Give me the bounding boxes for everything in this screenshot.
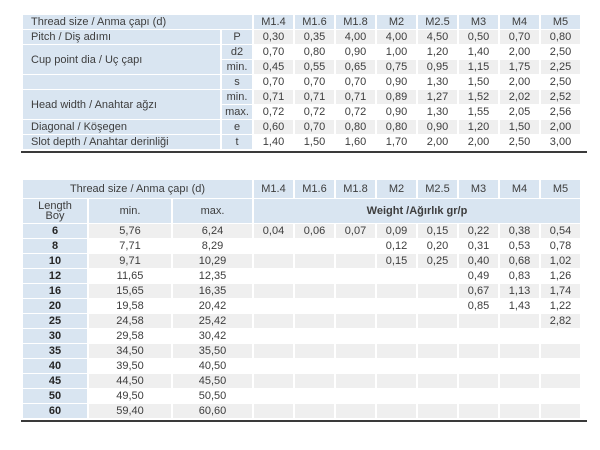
weight-value-cell	[336, 329, 375, 343]
dim-value-cell: 0,55	[295, 60, 334, 74]
size-header-M5: M5	[541, 180, 580, 198]
weight-value-cell: 0,85	[459, 299, 498, 313]
dim-value-cell: 0,30	[254, 30, 293, 44]
dim-row-symbol: min.	[222, 90, 252, 104]
dim-value-cell: 0,95	[418, 60, 457, 74]
length-cell: 20	[23, 299, 87, 313]
weight-value-cell	[295, 314, 334, 328]
dim-value-cell: 1,20	[418, 45, 457, 59]
weight-value-cell: 1,13	[500, 284, 539, 298]
dim-value-cell: 1,15	[459, 60, 498, 74]
length-min-cell: 9,71	[89, 254, 171, 268]
length-max-cell: 20,42	[173, 299, 252, 313]
weight-value-cell: 0,25	[418, 254, 457, 268]
dim-value-cell: 0,50	[459, 30, 498, 44]
weight-value-cell: 0,06	[295, 224, 334, 238]
size-header-M1.4: M1.4	[254, 15, 293, 29]
dim-value-cell: 2,52	[541, 90, 580, 104]
weight-value-cell	[377, 269, 416, 283]
weight-value-cell	[459, 344, 498, 358]
weight-value-cell: 0,22	[459, 224, 498, 238]
weight-value-cell	[541, 404, 580, 418]
dim-row-label	[23, 75, 220, 89]
weight-value-cell: 0,54	[541, 224, 580, 238]
weight-value-cell	[295, 239, 334, 253]
weight-value-cell: 0,68	[500, 254, 539, 268]
dim-row-symbol: e	[222, 120, 252, 134]
weight-value-cell	[500, 314, 539, 328]
dim-row-symbol: P	[222, 30, 252, 44]
weight-value-cell: 0,38	[500, 224, 539, 238]
weight-value-cell	[295, 269, 334, 283]
weight-value-cell	[418, 374, 457, 388]
length-cell: 8	[23, 239, 87, 253]
weight-value-cell	[500, 374, 539, 388]
weight-value-cell: 2,82	[541, 314, 580, 328]
length-cell: 16	[23, 284, 87, 298]
length-cell: 60	[23, 404, 87, 418]
weight-value-cell	[500, 359, 539, 373]
size-header-M3: M3	[459, 15, 498, 29]
length-cell: 40	[23, 359, 87, 373]
weight-value-cell	[295, 404, 334, 418]
weight-table-grid	[21, 179, 582, 419]
weight-value-cell	[295, 344, 334, 358]
weight-value-cell	[459, 389, 498, 403]
weight-value-cell	[418, 299, 457, 313]
dim-row-label: Slot depth / Anahtar derinliği	[23, 135, 220, 149]
dim-value-cell: 0,80	[336, 120, 375, 134]
dim-value-cell: 0,89	[377, 90, 416, 104]
dim-value-cell: 0,72	[254, 105, 293, 119]
weight-value-cell	[377, 314, 416, 328]
weight-value-cell	[254, 299, 293, 313]
weight-value-cell	[295, 359, 334, 373]
dim-value-cell: 1,40	[254, 135, 293, 149]
dim-value-cell: 2,56	[541, 105, 580, 119]
length-max-cell: 10,29	[173, 254, 252, 268]
weight-value-cell	[295, 299, 334, 313]
dim-value-cell: 0,80	[295, 45, 334, 59]
weight-value-cell: 0,07	[336, 224, 375, 238]
weight-value-cell	[254, 269, 293, 283]
size-header-M1.8: M1.8	[336, 180, 375, 198]
weight-value-cell	[541, 359, 580, 373]
weight-value-cell: 0,04	[254, 224, 293, 238]
length-max-cell: 25,42	[173, 314, 252, 328]
length-max-cell: 35,50	[173, 344, 252, 358]
dim-value-cell: 0,71	[295, 90, 334, 104]
weight-value-cell	[500, 404, 539, 418]
size-header-M2: M2	[377, 180, 416, 198]
weight-value-cell: 1,26	[541, 269, 580, 283]
weight-value-cell	[254, 314, 293, 328]
weight-value-cell	[254, 329, 293, 343]
dim-value-cell: 0,71	[254, 90, 293, 104]
dim-value-cell: 2,00	[500, 45, 539, 59]
weight-value-cell	[500, 344, 539, 358]
weight-value-cell: 0,15	[418, 224, 457, 238]
weight-value-cell	[336, 299, 375, 313]
size-header-M2.5: M2.5	[418, 15, 457, 29]
length-cell: 6	[23, 224, 87, 238]
weight-value-cell	[377, 284, 416, 298]
weight-value-cell	[336, 389, 375, 403]
dim-value-cell: 1,50	[295, 135, 334, 149]
weight-value-cell	[459, 404, 498, 418]
weight-value-cell: 0,15	[377, 254, 416, 268]
weight-value-cell	[295, 254, 334, 268]
length-min-cell: 5,76	[89, 224, 171, 238]
weight-value-cell	[295, 284, 334, 298]
dim-value-cell: 0,70	[254, 45, 293, 59]
dim-value-cell: 0,70	[295, 120, 334, 134]
weight-value-cell	[295, 329, 334, 343]
size-header-M4: M4	[500, 15, 539, 29]
dim-value-cell: 0,70	[254, 75, 293, 89]
dim-value-cell: 0,75	[377, 60, 416, 74]
weight-value-cell	[418, 284, 457, 298]
dim-value-cell: 1,75	[500, 60, 539, 74]
weight-value-cell	[377, 374, 416, 388]
weight-value-cell	[418, 359, 457, 373]
weight-value-cell	[418, 344, 457, 358]
dim-value-cell: 2,05	[500, 105, 539, 119]
dim-value-cell: 0,70	[295, 75, 334, 89]
length-max-cell: 8,29	[173, 239, 252, 253]
dim-value-cell: 2,50	[541, 45, 580, 59]
weight-value-cell	[541, 389, 580, 403]
weight-table	[21, 179, 587, 422]
weight-value-cell	[336, 239, 375, 253]
weight-value-cell	[500, 329, 539, 343]
length-cell: 10	[23, 254, 87, 268]
weight-value-cell: 1,74	[541, 284, 580, 298]
weight-value-cell	[418, 269, 457, 283]
size-header-M1.6: M1.6	[295, 180, 334, 198]
length-max-cell: 60,60	[173, 404, 252, 418]
dim-value-cell: 2,00	[500, 75, 539, 89]
weight-value-cell	[254, 254, 293, 268]
weight-value-cell	[459, 314, 498, 328]
dim-row-label: Cup point dia / Uç çapı	[23, 45, 220, 74]
dim-value-cell: 1,50	[459, 75, 498, 89]
dim-value-cell: 0,90	[377, 105, 416, 119]
weight-value-cell	[459, 359, 498, 373]
weight-value-cell	[377, 389, 416, 403]
weight-header-title: Thread size / Anma çapı (d)	[23, 180, 252, 198]
weight-value-cell: 0,83	[500, 269, 539, 283]
length-min-cell: 34,50	[89, 344, 171, 358]
length-header-cell	[23, 199, 87, 223]
dim-value-cell: 2,00	[459, 135, 498, 149]
weight-value-cell	[541, 329, 580, 343]
min-header-cell: min.	[89, 199, 171, 223]
length-cell: 50	[23, 389, 87, 403]
dim-value-cell: 1,30	[418, 75, 457, 89]
weight-value-cell: 0,78	[541, 239, 580, 253]
weight-value-cell: 0,09	[377, 224, 416, 238]
weight-value-cell	[254, 239, 293, 253]
length-cell: 45	[23, 374, 87, 388]
length-cell: 12	[23, 269, 87, 283]
weight-value-cell: 0,31	[459, 239, 498, 253]
size-header-M5: M5	[541, 15, 580, 29]
dim-value-cell: 0,71	[336, 90, 375, 104]
dim-value-cell: 1,20	[459, 120, 498, 134]
dim-value-cell: 1,60	[336, 135, 375, 149]
dim-value-cell: 4,50	[418, 30, 457, 44]
length-cell: 35	[23, 344, 87, 358]
weight-value-cell	[377, 329, 416, 343]
length-max-cell: 40,50	[173, 359, 252, 373]
weight-value-cell	[336, 344, 375, 358]
size-header-M1.8: M1.8	[336, 15, 375, 29]
dim-value-cell: 0,80	[377, 120, 416, 134]
weight-value-cell	[418, 329, 457, 343]
weight-value-cell	[336, 374, 375, 388]
dim-value-cell: 1,52	[459, 90, 498, 104]
weight-value-cell	[295, 374, 334, 388]
weight-value-cell	[336, 254, 375, 268]
length-min-cell: 39,50	[89, 359, 171, 373]
dim-value-cell: 0,90	[377, 75, 416, 89]
weight-value-cell	[295, 389, 334, 403]
weight-value-cell	[377, 359, 416, 373]
weight-value-cell	[336, 269, 375, 283]
dim-value-cell: 0,72	[295, 105, 334, 119]
length-max-cell: 16,35	[173, 284, 252, 298]
dim-value-cell: 1,50	[500, 120, 539, 134]
dim-row-label: Head width / Anahtar ağzı	[23, 90, 220, 119]
size-header-M4: M4	[500, 180, 539, 198]
length-max-cell: 6,24	[173, 224, 252, 238]
dim-row-symbol: max.	[222, 105, 252, 119]
dim-value-cell: 0,72	[336, 105, 375, 119]
weight-value-cell	[336, 404, 375, 418]
weight-value-cell	[500, 389, 539, 403]
size-header-M3: M3	[459, 180, 498, 198]
weight-value-cell: 0,53	[500, 239, 539, 253]
length-header-text: Length Boy	[38, 200, 72, 222]
weight-value-cell: 0,20	[418, 239, 457, 253]
dim-row-label: Diagonal / Köşegen	[23, 120, 220, 134]
dimensions-table	[21, 14, 587, 153]
weight-value-cell: 1,02	[541, 254, 580, 268]
dim-value-cell: 0,70	[500, 30, 539, 44]
dim-value-cell: 2,50	[500, 135, 539, 149]
length-min-cell: 29,58	[89, 329, 171, 343]
size-header-M1.6: M1.6	[295, 15, 334, 29]
weight-value-cell: 1,22	[541, 299, 580, 313]
length-max-cell: 45,50	[173, 374, 252, 388]
size-header-M2: M2	[377, 15, 416, 29]
length-min-cell: 24,58	[89, 314, 171, 328]
length-min-cell: 59,40	[89, 404, 171, 418]
weight-value-cell	[377, 344, 416, 358]
weight-value-cell	[336, 284, 375, 298]
weight-value-cell	[254, 389, 293, 403]
dim-row-symbol: d2	[222, 45, 252, 59]
dim-value-cell: 2,00	[541, 120, 580, 134]
dim-value-cell: 0,90	[336, 45, 375, 59]
dim-value-cell: 2,25	[541, 60, 580, 74]
max-header-cell: max.	[173, 199, 252, 223]
weight-value-cell	[336, 314, 375, 328]
dim-value-cell: 0,60	[254, 120, 293, 134]
length-max-cell: 30,42	[173, 329, 252, 343]
dim-value-cell: 1,70	[377, 135, 416, 149]
dim-value-cell: 1,55	[459, 105, 498, 119]
weight-value-cell: 0,67	[459, 284, 498, 298]
dim-row-symbol: s	[222, 75, 252, 89]
dim-value-cell: 0,45	[254, 60, 293, 74]
weight-value-cell	[336, 359, 375, 373]
weight-value-cell	[418, 314, 457, 328]
size-header-M2.5: M2.5	[418, 180, 457, 198]
weight-value-cell	[254, 359, 293, 373]
dim-value-cell: 4,00	[336, 30, 375, 44]
dim-value-cell: 0,65	[336, 60, 375, 74]
dim-row-symbol: t	[222, 135, 252, 149]
weight-value-cell: 0,12	[377, 239, 416, 253]
length-min-cell: 49,50	[89, 389, 171, 403]
weight-value-cell	[418, 389, 457, 403]
length-max-cell: 12,35	[173, 269, 252, 283]
dims-header-title: Thread size / Anma çapı (d)	[23, 15, 252, 29]
size-header-M1.4: M1.4	[254, 180, 293, 198]
weight-value-cell	[459, 329, 498, 343]
length-cell: 30	[23, 329, 87, 343]
weight-value-cell	[377, 404, 416, 418]
weight-value-cell	[459, 374, 498, 388]
dim-value-cell: 2,02	[500, 90, 539, 104]
length-min-cell: 19,58	[89, 299, 171, 313]
dim-value-cell: 0,90	[418, 120, 457, 134]
dim-value-cell: 3,00	[541, 135, 580, 149]
length-min-cell: 7,71	[89, 239, 171, 253]
length-cell: 25	[23, 314, 87, 328]
dim-value-cell: 1,00	[377, 45, 416, 59]
weight-value-cell	[418, 404, 457, 418]
weight-value-cell	[377, 299, 416, 313]
dim-value-cell: 0,70	[336, 75, 375, 89]
dim-value-cell: 0,35	[295, 30, 334, 44]
dim-value-cell: 2,50	[541, 75, 580, 89]
dim-value-cell: 2,00	[418, 135, 457, 149]
length-min-cell: 44,50	[89, 374, 171, 388]
dim-row-symbol: min.	[222, 60, 252, 74]
weight-value-cell: 1,43	[500, 299, 539, 313]
length-min-cell: 11,65	[89, 269, 171, 283]
weight-value-cell	[254, 374, 293, 388]
dim-value-cell: 1,30	[418, 105, 457, 119]
dim-value-cell: 1,40	[459, 45, 498, 59]
dim-value-cell: 4,00	[377, 30, 416, 44]
length-min-cell: 15,65	[89, 284, 171, 298]
weight-header-cell: Weight /Ağırlık gr/p	[254, 199, 580, 223]
dim-value-cell: 0,80	[541, 30, 580, 44]
weight-value-cell: 0,49	[459, 269, 498, 283]
length-max-cell: 50,50	[173, 389, 252, 403]
dimensions-table-grid	[21, 14, 582, 150]
dim-value-cell: 1,27	[418, 90, 457, 104]
weight-value-cell	[541, 374, 580, 388]
weight-value-cell	[254, 344, 293, 358]
weight-value-cell	[254, 284, 293, 298]
weight-value-cell	[541, 344, 580, 358]
weight-value-cell	[254, 404, 293, 418]
dim-row-label: Pitch / Diş adımı	[23, 30, 220, 44]
weight-value-cell: 0,40	[459, 254, 498, 268]
